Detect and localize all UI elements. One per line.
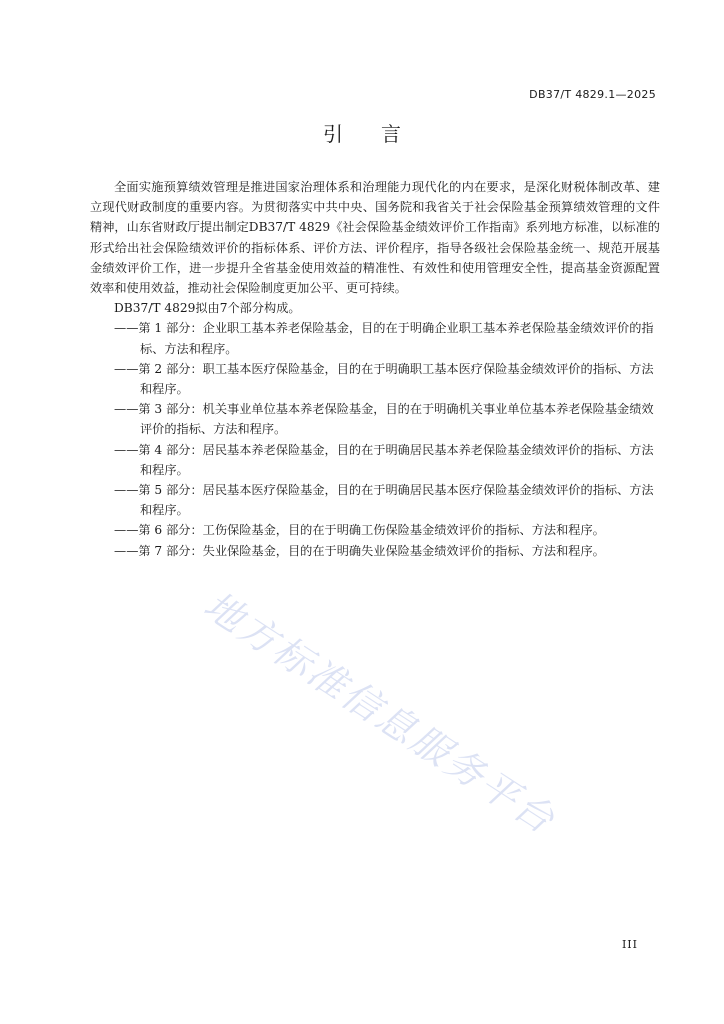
part-item-2: ——第 2 部分：职工基本医疗保险基金，目的在于明确职工基本医疗保险基金绩效评价的指标、方法和程序。 [114, 361, 654, 397]
part-item-1: ——第 1 部分：企业职工基本养老保险基金，目的在于明确企业职工基本养老保险基金绩效评价的指标、方法和程序。 [114, 321, 654, 356]
watermark: 地方标准信息服务平台 [196, 582, 565, 844]
document-body [90, 177, 660, 561]
intro-paragraph: 全面实施预算绩效管理是推进国家治理体系和治理能力现代化的内在要求，是深化财税体制改革、建立现代财政制度的重要内容。为贯彻落实中共中央、国务院和我省关于社会保险基金预算绩效管理的文件精神，山东省财政厅提出制定DB37/T 4829《社会保险基金绩效评价工作指南》系列地方标准，以标准的形式给出社会保险绩效评价的指标体系、评价方法、评价程序，指导各级社会保险基金统一、规范开展基金绩效评价工作，进一步提升全省基金使用效益的精准性、有效性和使用管理安全性，提高基金资源配置效率和使用效益，推动社会保险制度更加公平、更可持续。 [90, 180, 660, 296]
parts-intro: DB37/T 4829拟由7个部分构成。 [114, 301, 301, 316]
document-code: DB37/T 4829.1—2025 [529, 88, 656, 101]
part-item-6: ——第 6 部分：工伤保险基金，目的在于明确工伤保险基金绩效评价的指标、方法和程序。 [114, 523, 605, 538]
page-number: III [621, 938, 638, 951]
section-title: 引言 [323, 122, 439, 146]
part-item-3: ——第 3 部分：机关事业单位基本养老保险基金，目的在于明确机关事业单位基本养老保险基金绩效评价的指标、方法和程序。 [114, 402, 654, 437]
part-item-4: ——第 4 部分：居民基本养老保险基金，目的在于明确居民基本养老保险基金绩效评价的指标、方法和程序。 [114, 442, 654, 477]
part-item-5: ——第 5 部分：居民基本医疗保险基金，目的在于明确居民基本医疗保险基金绩效评价的指标、方法和程序。 [114, 483, 654, 518]
part-item-7: ——第 7 部分：失业保险基金，目的在于明确失业保险基金绩效评价的指标、方法和程序。 [114, 543, 605, 558]
